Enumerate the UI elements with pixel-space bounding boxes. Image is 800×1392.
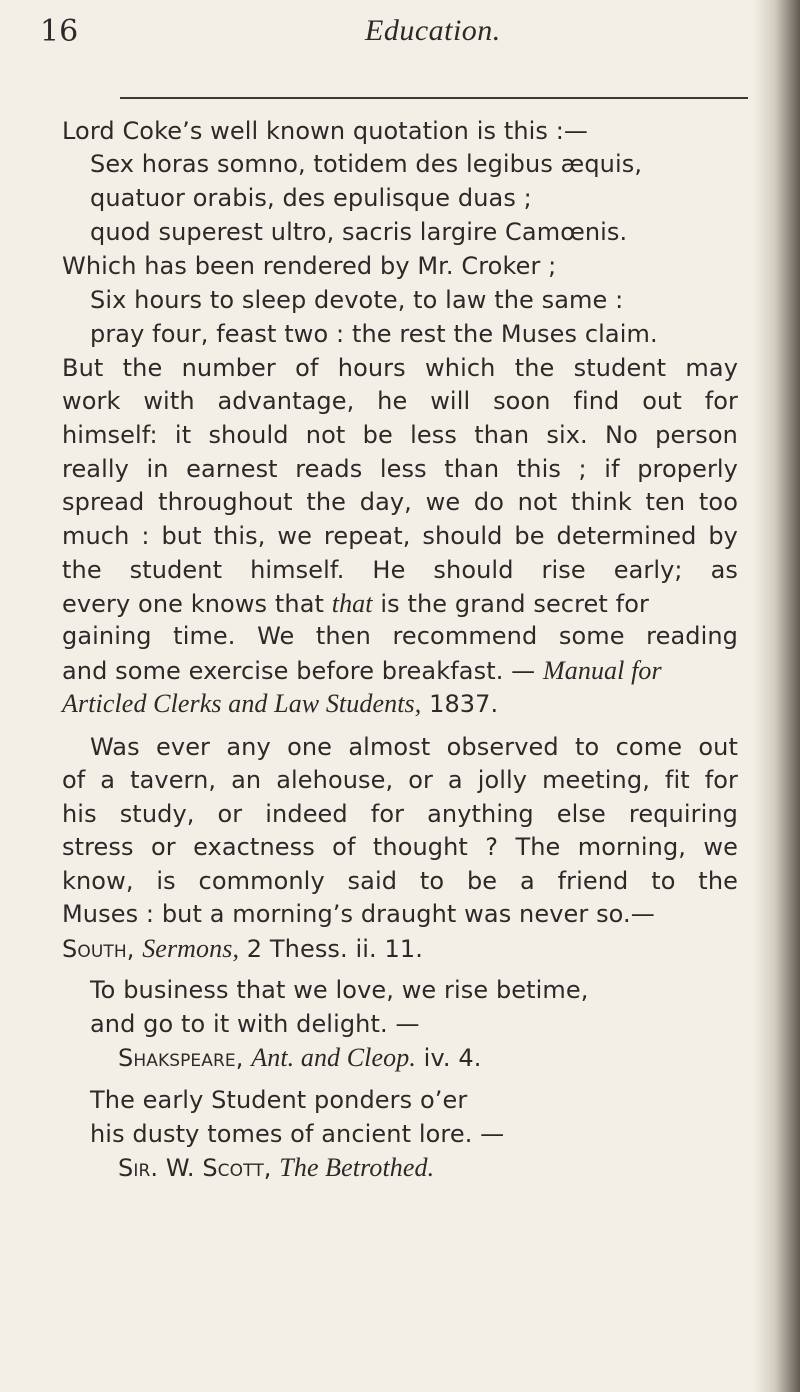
citation-author: Shakspeare, [118,1044,244,1072]
text-line: Was ever any one almost observed to come out [90,733,738,761]
text-line: stress or exactness of thought ? The morning, we [62,833,738,861]
text-segment: is the grand secret for [372,590,649,618]
text-segment: every one knows that [62,590,332,618]
verse-line: pray four, feast two : the rest the Muses claim. [90,320,658,348]
text-line: Muses : but a morning’s draught was never so.— [62,900,655,928]
citation-work: The Betrothed. [279,1153,435,1182]
citation-line [62,934,423,964]
source-year: 1837. [421,690,499,718]
text-line: Which has been rendered by Mr. Croker ; [62,252,557,280]
text-line: really in earnest reads less than this ; if properly [62,455,738,483]
citation-line [118,1043,481,1073]
verse-line: and go to it with delight. — [90,1010,420,1038]
latin-line: quatuor orabis, des epulisque duas ; [90,184,532,212]
citation-work: Sermons, [142,934,240,963]
header-rule [120,97,748,99]
citation-line [118,1153,434,1183]
italic-word: that [331,589,373,618]
running-title: Education. [365,14,501,47]
text-line [62,656,662,686]
text-line: much : but this, we repeat, should be determined by [62,522,738,550]
verse-line: To business that we love, we rise betime, [90,976,589,1004]
page-number: 16 [40,14,79,49]
text-line: himself: it should not be less than six. No person [62,421,738,449]
citation-author: South, [62,935,135,963]
verse-line: Six hours to sleep devote, to law the same : [90,286,624,314]
text-line: the student himself. He should rise early; as [62,556,738,584]
source-title: Manual for [543,656,662,685]
text-line: of a tavern, an alehouse, or a jolly meeting, fit for [62,766,738,794]
text-line: spread throughout the day, we do not think ten too [62,488,738,516]
text-line: know, is commonly said to be a friend to the [62,867,738,895]
citation-ref: 2 Thess. ii. 11. [239,935,423,963]
citation-author: Sir. W. Scott, [118,1154,272,1182]
latin-line: quod superest ultro, sacris largire Camœnis. [90,218,628,246]
verse-line: his dusty tomes of ancient lore. — [90,1120,505,1148]
binding-shadow [754,0,800,1392]
page-header [40,14,740,64]
text-line: work with advantage, he will soon find out for [62,387,738,415]
latin-line: Sex horas somno, totidem des legibus æquis, [90,150,643,178]
text-segment: and some exercise before breakfast. — [62,657,543,685]
text-line: But the number of hours which the student may [62,354,738,382]
source-title: Articled Clerks and Law Students, [62,689,422,718]
text-line [62,689,498,719]
text-line: his study, or indeed for anything else requiring [62,800,738,828]
text-line: Lord Coke’s well known quotation is this :— [62,117,589,145]
citation-ref: iv. 4. [415,1044,482,1072]
verse-line: The early Student ponders o’er [90,1086,468,1114]
text-line [62,589,649,619]
text-line: gaining time. We then recommend some reading [62,622,738,650]
citation-work: Ant. and Cleop. [251,1043,416,1072]
